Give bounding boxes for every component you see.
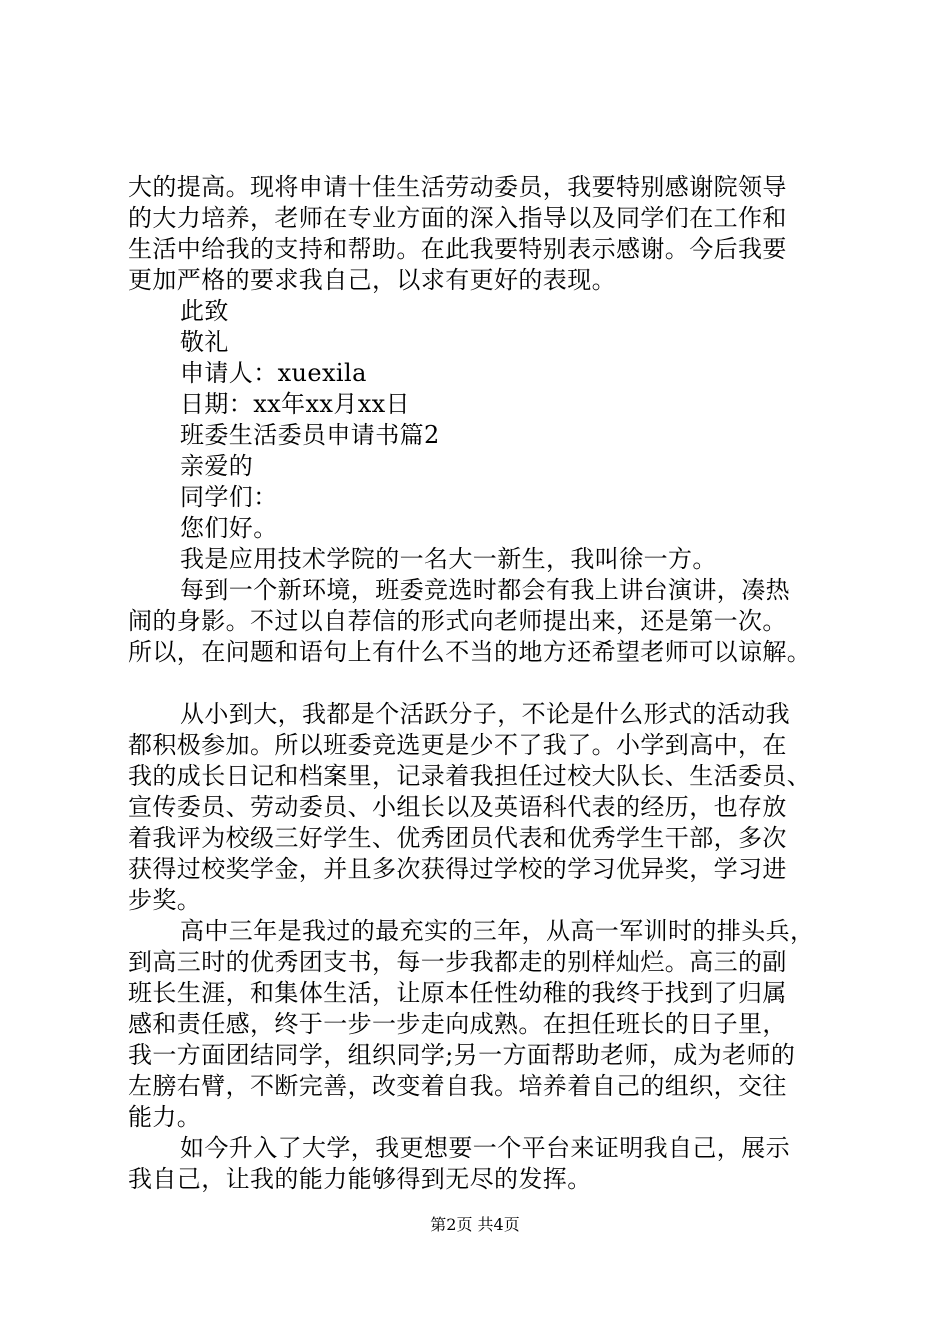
text-line: 更加严格的要求我自己，以求有更好的表现。: [128, 266, 616, 294]
text-line: 申请人：xuexila: [180, 359, 367, 387]
text-line: 宣传委员、劳动委员、小组长以及英语科代表的经历，也存放: [128, 793, 787, 821]
text-line: 我一方面团结同学，组织同学;另一方面帮助老师，成为老师的: [128, 1041, 796, 1069]
text-line: 亲爱的: [180, 452, 254, 480]
document-body: [128, 172, 858, 1195]
text-line: 敬礼: [180, 328, 229, 356]
text-line: 的大力培养，老师在专业方面的深入指导以及同学们在工作和: [128, 204, 787, 232]
text-line: 日期：xx年xx月xx日: [180, 390, 411, 418]
text-line: 获得过校奖学金，并且多次获得过学校的学习优异奖，学习进: [128, 855, 787, 883]
text-line: 都积极参加。所以班委竞选更是少不了我了。小学到高中，在: [128, 731, 787, 759]
text-line: 同学们：: [180, 483, 278, 511]
text-line: 我自己，让我的能力能够得到无尽的发挥。: [128, 1165, 592, 1193]
text-line: 生活中给我的支持和帮助。在此我要特别表示感谢。今后我要: [128, 235, 787, 263]
text-line: 班长生涯，和集体生活，让原本任性幼稚的我终于找到了归属: [128, 979, 787, 1007]
page-footer: 第2页 共4页: [430, 1215, 520, 1234]
text-line: 每到一个新环境，班委竞选时都会有我上讲台演讲，凑热: [180, 576, 790, 604]
text-line: 从小到大，我都是个活跃分子，不论是什么形式的活动我: [180, 700, 790, 728]
text-line: 如今升入了大学，我更想要一个平台来证明我自己，展示: [180, 1134, 790, 1162]
text-line: 我的成长日记和档案里，记录着我担任过校大队长、生活委员、: [128, 762, 812, 790]
text-line: 左膀右臂，不断完善，改变着自我。培养着自己的组织，交往: [128, 1072, 787, 1100]
text-line: 能力。: [128, 1103, 202, 1131]
text-line: 步奖。: [128, 886, 202, 914]
text-line: 此致: [180, 297, 229, 325]
text-line: 所以，在问题和语句上有什么不当的地方还希望老师可以谅解。: [128, 638, 812, 666]
text-line: 我是应用技术学院的一名大一新生，我叫徐一方。: [180, 545, 717, 573]
text-line: 班委生活委员申请书篇2: [180, 421, 440, 449]
text-line: 感和责任感，终于一步一步走向成熟。在担任班长的日子里，: [128, 1010, 787, 1038]
blank-line: [128, 668, 858, 699]
text-line: 到高三时的优秀团支书，每一步我都走的别样灿烂。高三的副: [128, 948, 787, 976]
text-line: 大的提高。现将申请十佳生活劳动委员，我要特别感谢院领导: [128, 173, 787, 201]
text-line: 高中三年是我过的最充实的三年，从高一军训时的排头兵，: [180, 917, 815, 945]
text-line: 着我评为校级三好学生、优秀团员代表和优秀学生干部，多次: [128, 824, 787, 852]
text-line: 您们好。: [180, 514, 278, 542]
text-line: 闹的身影。不过以自荐信的形式向老师提出来，还是第一次。: [128, 607, 787, 635]
